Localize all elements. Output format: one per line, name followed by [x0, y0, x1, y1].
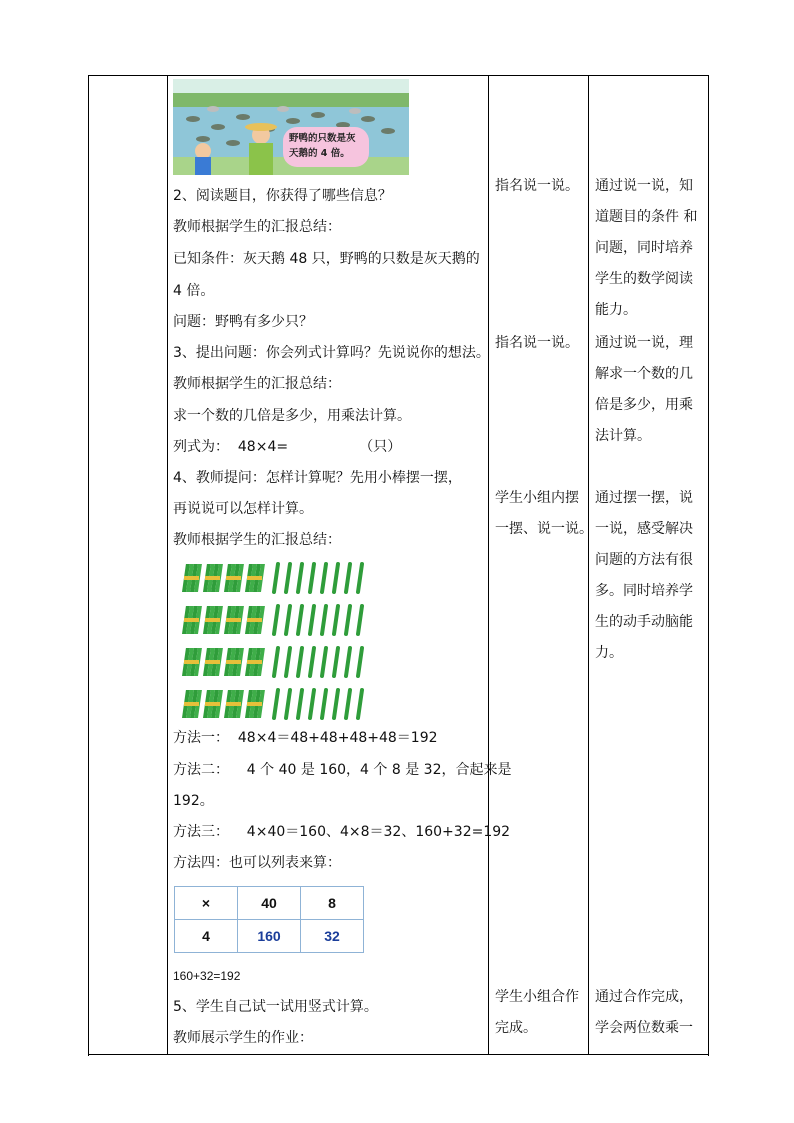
single-stick [310, 648, 314, 676]
col2-line: 问题：野鸭有多少只？ [173, 314, 313, 330]
col2-line: 方法二： 4 个 40 是 160，4 个 8 是 32，合起来是 [173, 762, 512, 778]
col4-line: 多。同时培养学 [595, 583, 693, 599]
single-stick [334, 606, 338, 634]
col4-line: 能力。 [595, 302, 637, 318]
stick-bundle [203, 648, 223, 676]
stick-bundle [224, 564, 244, 592]
col4-line: 通过合作完成， [595, 989, 693, 1005]
col2-line: 3、提出问题：你会列式计算吗？先说说你的想法。 [173, 345, 490, 361]
stick-bundle [245, 564, 265, 592]
counting-sticks-illustration [178, 560, 378, 720]
bubble-line-1: 野鸭的只数是灰 [289, 133, 356, 144]
col2-line: 再说说可以怎样计算。 [173, 501, 313, 517]
col4-line: 生的动手动脑能 [595, 614, 693, 630]
col4-line: 法计算。 [595, 428, 651, 444]
stick-bundle [224, 690, 244, 718]
single-stick [322, 648, 326, 676]
col3-line: 学生小组合作 [495, 989, 579, 1005]
col3-line: 指名说一说。 [495, 178, 579, 194]
col3-line: 完成。 [495, 1020, 537, 1036]
col4-line: 倍是多少，用乘 [595, 397, 693, 413]
single-stick [358, 606, 362, 634]
col2-line: 方法三： 4×40＝160、4×8＝32、160+32=192 [173, 824, 511, 840]
col2-line: 教师展示学生的作业： [173, 1030, 313, 1046]
col3-line: 学生小组内摆 [495, 490, 579, 506]
table-row [175, 920, 364, 953]
col2-line: 教师根据学生的汇报总结： [173, 376, 341, 392]
table-cell: 4 [175, 920, 238, 953]
stick-bundle [182, 648, 202, 676]
stick-bundle [245, 606, 265, 634]
col2-line: 列式为： 48×4= （只） [173, 439, 402, 455]
stick-bundle [203, 606, 223, 634]
col4-line: 道题目的条件 和 [595, 209, 698, 225]
table-cell: 32 [301, 920, 364, 953]
col2-line: 192。 [173, 793, 214, 809]
col4-line: 问题的方法有很 [595, 552, 693, 568]
col4-line: 一说，感受解决 [595, 521, 693, 537]
table-cell: 8 [301, 887, 364, 920]
col2-line: 160+32=192 [173, 969, 241, 983]
single-stick [286, 606, 290, 634]
col3-line: 一摆、说一说。 [495, 521, 593, 537]
table-cell: × [175, 887, 238, 920]
speech-bubble [283, 127, 369, 167]
col2-line: 已知条件：灰天鹅 48 只，野鸭的只数是灰天鹅的 [173, 251, 480, 267]
single-stick [298, 606, 302, 634]
col4-line: 力。 [595, 645, 623, 661]
column-divider-3 [588, 75, 589, 1055]
single-stick [274, 648, 278, 676]
single-stick [322, 690, 326, 718]
col4-line: 问题，同时培养 [595, 240, 693, 256]
table-bottom-line [88, 1054, 708, 1055]
single-stick [298, 648, 302, 676]
stick-bundle [245, 690, 265, 718]
col4-line: 学会两位数乘一 [595, 1020, 693, 1036]
col2-line: 2、阅读题目，你获得了哪些信息？ [173, 188, 392, 204]
column-divider-1 [167, 75, 168, 1055]
stick-bundle [245, 648, 265, 676]
col2-line: 教师根据学生的汇报总结： [173, 219, 341, 235]
column-divider-2 [488, 75, 489, 1055]
col2-line: 4 倍。 [173, 283, 215, 299]
single-stick [274, 564, 278, 592]
bubble-line-2: 天鹅的 4 倍。 [289, 148, 350, 159]
stick-bundle [203, 564, 223, 592]
single-stick [346, 564, 350, 592]
col4-line: 学生的数学阅读 [595, 271, 693, 287]
single-stick [310, 606, 314, 634]
col4-line: 解求一个数的几 [595, 366, 693, 382]
col2-line: 5、学生自己试一试用竖式计算。 [173, 999, 378, 1015]
single-stick [298, 564, 302, 592]
single-stick [286, 564, 290, 592]
stick-bundle [224, 606, 244, 634]
single-stick [298, 690, 302, 718]
table-cell: 160 [238, 920, 301, 953]
single-stick [358, 564, 362, 592]
col2-line: 方法四：也可以列表来算： [173, 855, 341, 871]
single-stick [346, 690, 350, 718]
single-stick [358, 690, 362, 718]
single-stick [322, 564, 326, 592]
col2-line: 求一个数的几倍是多少，用乘法计算。 [173, 408, 411, 424]
single-stick [334, 690, 338, 718]
stick-bundle [224, 648, 244, 676]
single-stick [358, 648, 362, 676]
table-cell: 40 [238, 887, 301, 920]
single-stick [310, 690, 314, 718]
single-stick [310, 564, 314, 592]
single-stick [274, 690, 278, 718]
stick-bundle [182, 564, 202, 592]
stick-bundle [203, 690, 223, 718]
multiplication-table [174, 886, 364, 953]
col3-line: 指名说一说。 [495, 335, 579, 351]
table-row [175, 887, 364, 920]
single-stick [286, 690, 290, 718]
col2-line: 教师根据学生的汇报总结： [173, 532, 341, 548]
single-stick [286, 648, 290, 676]
single-stick [334, 648, 338, 676]
col4-line: 通过说一说，知 [595, 178, 693, 194]
stick-bundle [182, 690, 202, 718]
single-stick [322, 606, 326, 634]
col2-line: 方法一： 48×4＝48+48+48+48＝192 [173, 730, 438, 746]
single-stick [274, 606, 278, 634]
col4-line: 通过摆一摆，说 [595, 490, 693, 506]
stick-bundle [182, 606, 202, 634]
col2-line: 4、教师提问：怎样计算呢？先用小棒摆一摆， [173, 470, 462, 486]
single-stick [334, 564, 338, 592]
col4-line: 通过说一说，理 [595, 335, 693, 351]
single-stick [346, 606, 350, 634]
single-stick [346, 648, 350, 676]
